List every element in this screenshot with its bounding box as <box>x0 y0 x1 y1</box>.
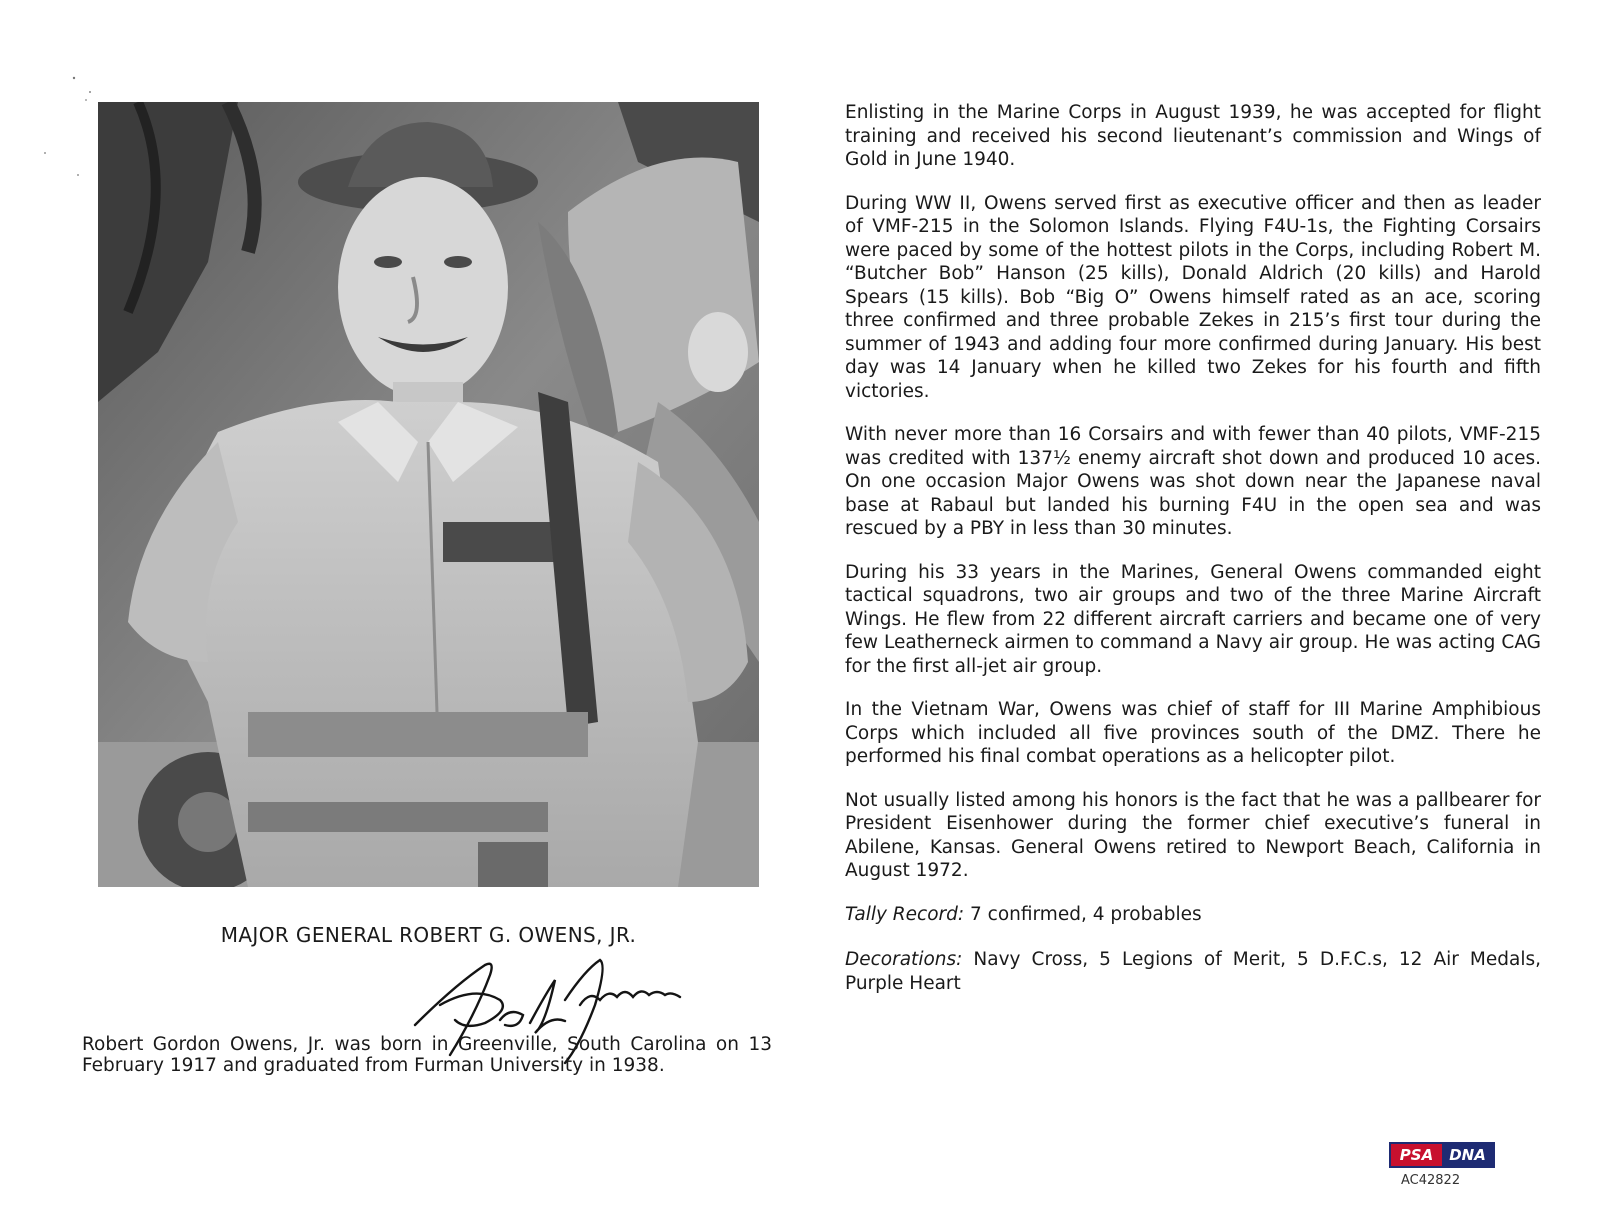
intro-paragraph: Robert Gordon Owens, Jr. was born in Greenville, South Carolina on 13 February 1917 and graduated from Furman University in 1938. <box>82 1034 772 1076</box>
psa-dna-logo <box>1389 1142 1495 1168</box>
certificate-number: AC42822 <box>1401 1173 1461 1188</box>
biography-column <box>845 101 1541 1015</box>
authentication-sticker <box>1389 1142 1495 1188</box>
tally-label: Tally Record: <box>845 903 965 925</box>
tally-record <box>845 903 1541 927</box>
decorations-label: Decorations: <box>845 949 963 970</box>
psa-logo-text: PSA <box>1391 1144 1442 1166</box>
photo-caption: MAJOR GENERAL ROBERT G. OWENS, JR. <box>220 923 637 947</box>
bio-paragraph-6: Not usually listed among his honors is the fact that he was a pallbearer for President Eisenhower during the former chief executive’s funeral in Abilene, Kansas. General Owens retired to Newport Beach, California in August 1972. <box>845 789 1541 881</box>
decorations <box>845 948 1541 995</box>
bio-paragraph-2: During WW II, Owens served first as executive officer and then as leader of VMF-215 in the Solomon Islands. Flying F4U-1s, the Fighting Corsairs were paced by some of the hottest pilots in the Corps, including Robert M. “Butcher Bob” Hanson (25 kills), Donald Aldrich (20 kills) and Harold Spears (15 kills). Bob “Big O” Owens himself rated as an ace, scoring three confirmed and three probable Zekes in 215’s first tour during the summer of 1943 and adding four more confirmed during January. His best day was 14 January when he killed two Zekes for his fourth and fifth victories. <box>845 192 1541 402</box>
bio-paragraph-5: In the Vietnam War, Owens was chief of staff for III Marine Amphibious Corps which included all five provinces south of the DMZ. There he performed his final combat operations as a helicopter pilot. <box>845 699 1541 767</box>
dna-logo-text: DNA <box>1442 1144 1493 1166</box>
bio-paragraph-3: With never more than 16 Corsairs and with fewer than 40 pilots, VMF-215 was credited with 137½ enemy aircraft shot down and produced 10 aces. On one occasion Major Owens was shot down near the Japanese naval base at Rabaul but landed his burning F4U in the open sea and was rescued by a PBY in less than 30 minutes. <box>845 424 1541 539</box>
bio-paragraph-4: During his 33 years in the Marines, General Owens commanded eight tactical squadrons, two air groups and two of the three Marine Aircraft Wings. He flew from 22 different aircraft carriers and became one of very few Leatherneck airmen to command a Navy air group. He was acting CAG for the first all-jet air group. <box>845 561 1541 677</box>
portrait-photo <box>98 102 759 887</box>
bio-paragraph-1: Enlisting in the Marine Corps in August 1939, he was accepted for flight training and received his second lieutenant’s commission and Wings of Gold in June 1940. <box>845 102 1541 170</box>
tally-value: 7 confirmed, 4 probables <box>964 903 1202 925</box>
decorations-value: Navy Cross, 5 Legions of Merit, 5 D.F.C.s, 12 Air Medals, Purple Heart <box>845 949 1541 994</box>
